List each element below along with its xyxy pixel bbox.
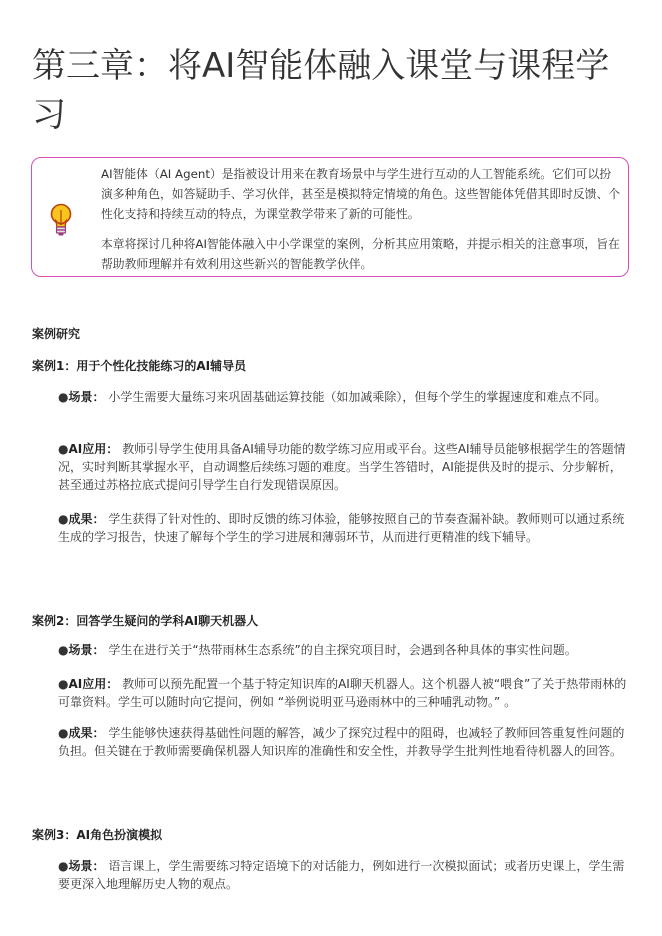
- list-item: ●成果： 学生能够快速获得基础性问题的解答，减少了探究过程中的阻碍，也减轻了教师回答重复性问题的负担。但关键在于教师需要确保机器人知识库的准确性和安全性，并教导学生批判性地看待机器人的回答。: [58, 726, 625, 758]
- list-item: ●场景： 小学生需要大量练习来巩固基础运算技能（如加减乘除），但每个学生的掌握速度和难点不同。: [58, 390, 607, 404]
- item-text: 小学生需要大量练习来巩固基础运算技能（如加减乘除），但每个学生的掌握速度和难点不同。: [108, 390, 607, 404]
- list-item: ●场景： 语言课上，学生需要练习特定语境下的对话能力，例如进行一次模拟面试；或者历史课上，学生需要更深入地理解历史人物的观点。: [58, 859, 625, 891]
- list-item: ●成果： 学生获得了针对性的、即时反馈的练习体验，能够按照自己的节奏查漏补缺。教师则可以通过系统生成的学习报告，快速了解每个学生的学习进展和薄弱环节，从而进行更精准的线下辅导。: [58, 512, 625, 544]
- item-label: AI应用：: [68, 677, 119, 691]
- item-text: 学生获得了针对性的、即时反馈的练习体验，能够按照自己的节奏查漏补缺。教师则可以通过系统生成的学习报告，快速了解每个学生的学习进展和薄弱环节，从而进行更精准的线下辅导。: [58, 512, 625, 544]
- list-item: ●场景： 学生在进行关于“热带雨林生态系统”的自主探究项目时，会遇到各种具体的事实性问题。: [58, 643, 577, 657]
- item-text: 教师引导学生使用具备AI辅导功能的数学练习应用或平台。这些AI辅导员能够根据学生的答题情况，实时判断其掌握水平，自动调整后续练习题的难度。当学生答错时，AI能提供及时的提示、分步解析，甚至通过苏格拉底式提问引导学生自行发现错误原因。: [58, 442, 626, 492]
- intro-callout: [31, 157, 629, 277]
- item-text: 教师可以预先配置一个基于特定知识库的AI聊天机器人。这个机器人被“喂食”了关于热带雨林的可靠资料。学生可以随时向它提问，例如 “举例说明亚马逊雨林中的三种哺乳动物。” 。: [58, 677, 627, 709]
- item-text: 学生能够快速获得基础性问题的解答，减少了探究过程中的阻碍，也减轻了教师回答重复性问题的负担。但关键在于教师需要确保机器人知识库的准确性和安全性，并教导学生批判性地看待机器人的回答。: [58, 726, 625, 758]
- item-text: 学生在进行关于“热带雨林生态系统”的自主探究项目时，会遇到各种具体的事实性问题。: [108, 643, 577, 657]
- callout-paragraph: AI智能体（AI Agent）是指被设计用来在教育场景中与学生进行互动的人工智能系统。它们可以扮演多种角色，如答疑助手、学习伙伴，甚至是模拟特定情境的角色。这些智能体凭借其即时反馈、个性化支持和持续互动的特点，为课堂教学带来了新的可能性。: [101, 167, 621, 221]
- lightbulb-icon: [50, 203, 72, 237]
- case-heading: 案例2：回答学生疑问的学科AI聊天机器人: [32, 614, 259, 628]
- item-label: AI应用：: [68, 442, 119, 456]
- item-text: 语言课上，学生需要练习特定语境下的对话能力，例如进行一次模拟面试；或者历史课上，学生需要更深入地理解历史人物的观点。: [58, 859, 625, 891]
- section-heading: 案例研究: [32, 327, 81, 341]
- item-label: 成果：: [68, 726, 105, 740]
- item-label: 场景：: [68, 390, 105, 404]
- case-heading: 案例3：AI角色扮演模拟: [32, 828, 163, 842]
- list-item: ●AI应用： 教师可以预先配置一个基于特定知识库的AI聊天机器人。这个机器人被“喂食”了关于热带雨林的可靠资料。学生可以随时向它提问，例如 “举例说明亚马逊雨林中的三种哺乳动物。” 。: [58, 677, 627, 709]
- item-label: 成果：: [68, 512, 105, 526]
- list-item: ●AI应用： 教师引导学生使用具备AI辅导功能的数学练习应用或平台。这些AI辅导员能够根据学生的答题情况，实时判断其掌握水平，自动调整后续练习题的难度。当学生答错时，AI能提供及时的提示、分步解析，甚至通过苏格拉底式提问引导学生自行发现错误原因。: [58, 442, 626, 492]
- case-heading: 案例1：用于个性化技能练习的AI辅导员: [32, 359, 247, 373]
- callout-paragraph: 本章将探讨几种将AI智能体融入中小学课堂的案例，分析其应用策略，并提示相关的注意事项，旨在帮助教师理解并有效利用这些新兴的智能教学伙伴。: [101, 237, 620, 271]
- chapter-title: 第三章：将AI智能体融入课堂与课程学习: [32, 46, 610, 135]
- item-label: 场景：: [68, 643, 105, 657]
- item-label: 场景：: [68, 859, 105, 873]
